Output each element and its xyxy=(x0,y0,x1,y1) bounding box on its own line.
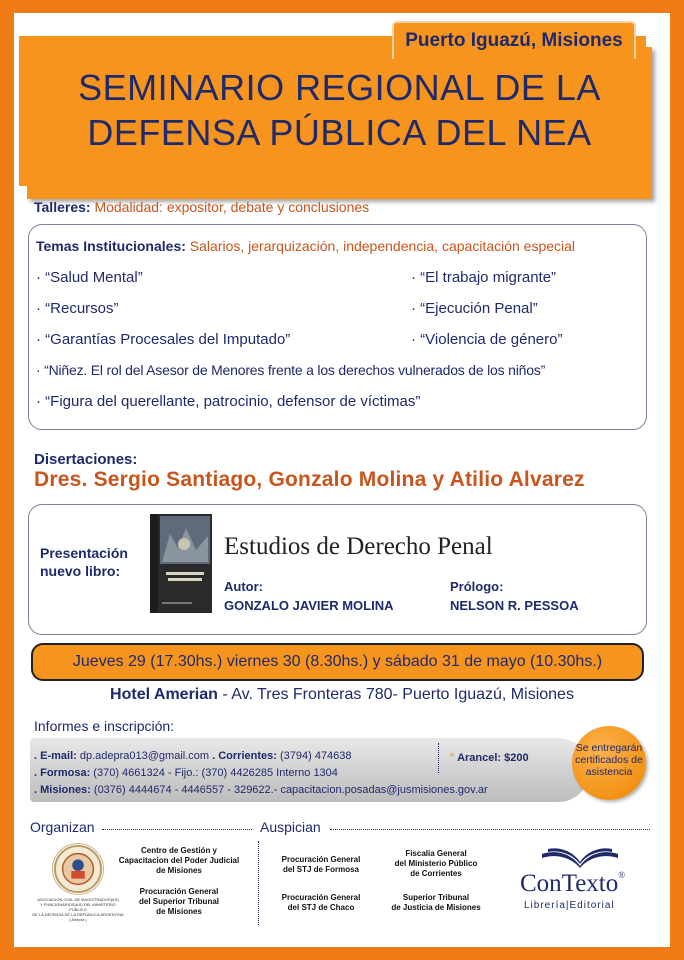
prologo-label: Prólogo: xyxy=(450,579,504,594)
org2-line-2: del Superior Tribunal xyxy=(138,897,219,906)
talleres-text: Modalidad: expositor, debate y conclusiones xyxy=(94,199,370,215)
contexto-logo-text xyxy=(520,870,625,898)
a3-line-2: del STJ de Chaco xyxy=(287,903,355,912)
tema-item: · “Recursos” xyxy=(36,300,119,317)
open-book-icon xyxy=(540,844,620,870)
org1-line-2: Capacitacion del Poder Judicial xyxy=(118,856,240,865)
organizan-dotline xyxy=(102,829,252,830)
seminar-title xyxy=(27,65,652,155)
dates-banner: Jueves 29 (17.30hs.) viernes 30 (8.30hs.) y sábado 31 de mayo (10.30hs.) xyxy=(31,643,644,681)
contact-line-3 xyxy=(34,784,488,796)
organizan-label: Organizan xyxy=(30,819,95,835)
location-tab: Puerto Iguazú, Misiones xyxy=(392,21,636,59)
book-cover-image xyxy=(150,514,212,613)
seal-caption-4: ( Adepra ) xyxy=(69,917,87,922)
title-line-1: SEMINARIO REGIONAL DE LA xyxy=(78,67,601,108)
a2-line-1: Fiscalía General xyxy=(405,849,467,858)
disertaciones-label: Disertaciones: xyxy=(34,451,138,468)
cert-line-1: Se entregarán xyxy=(575,742,643,754)
auspicia-superior-tribunal xyxy=(376,893,496,913)
presentacion-label xyxy=(40,544,128,580)
talleres-label: Talleres: xyxy=(34,199,91,215)
cert-line-3: asistencia xyxy=(585,766,633,778)
cert-line-2: certificados de xyxy=(575,754,643,766)
certificados-badge xyxy=(572,726,646,800)
formosa-phone: (370) 4661324 - Fijo.: (370) 4426285 Interno 1304 xyxy=(93,767,338,779)
prologo-name: NELSON R. PESSOA xyxy=(450,598,579,613)
contexto-reg: ® xyxy=(618,870,626,880)
a2-line-3: de Corrientes xyxy=(410,869,462,878)
contact-divider xyxy=(438,743,439,773)
corrientes-label: . Corrientes: xyxy=(212,750,277,762)
tema-item: · “Niñez. El rol del Asesor de Menores frente a los derechos vulnerados de los niños” xyxy=(36,362,546,378)
org2-line-1: Procuración General xyxy=(139,887,219,896)
title-line-2: DEFENSA PÚBLICA DEL NEA xyxy=(87,112,592,153)
auspician-dotline xyxy=(330,829,650,830)
org1-line-3: de Misiones xyxy=(156,866,202,875)
contact-line-2 xyxy=(34,767,338,779)
email-link[interactable]: dp.adepra013@gmail.com xyxy=(79,750,210,762)
tema-item: · “El trabajo migrante” xyxy=(411,269,557,286)
corrientes-phone: (3794) 474638 xyxy=(279,750,352,762)
auspicia-chaco xyxy=(266,893,376,913)
org-centro-gestion xyxy=(114,846,244,876)
auspician-label: Auspician xyxy=(260,819,321,835)
disertantes-names: Dres. Sergio Santiago, Gonzalo Molina y Atilio Alvarez xyxy=(34,468,585,491)
header-box xyxy=(27,47,652,199)
arancel-text: Arancel: $200 xyxy=(457,752,529,764)
contexto-con: Con xyxy=(520,870,562,897)
auspicia-corrientes xyxy=(376,849,496,879)
temas-text: Salarios, jerarquización, independencia, capacitación especial xyxy=(189,238,576,254)
seal-caption-1: ASOCIACIÓN CIVIL DE MAGISTRADOS(AS) xyxy=(37,897,119,902)
contexto-tagline: Librería|Editorial xyxy=(524,900,615,911)
auspicia-formosa xyxy=(266,855,376,875)
a1-line-2: del STJ de Formosa xyxy=(282,865,360,874)
org2-line-3: de Misiones xyxy=(156,907,202,916)
presentacion-line-2: nuevo libro: xyxy=(40,563,121,579)
a2-line-2: del Ministerio Público xyxy=(394,859,478,868)
contact-line-1 xyxy=(34,750,352,762)
adepra-caption xyxy=(32,897,124,922)
contexto-texto: Texto xyxy=(561,870,619,897)
formosa-label: . Formosa: xyxy=(34,767,91,779)
book-title: Estudios de Derecho Penal xyxy=(224,533,493,560)
flyer-sheet xyxy=(14,13,670,947)
adepra-seal-logo xyxy=(52,843,104,895)
tema-item: · “Ejecución Penal” xyxy=(411,300,538,317)
sponsor-divider xyxy=(258,841,259,925)
tema-item: · “Garantías Procesales del Imputado” xyxy=(36,331,291,348)
seal-caption-2: Y FUNCIONARIOS(AS) DEL MINISTERIO PÚBLICO xyxy=(40,902,116,912)
presentacion-line-1: Presentación xyxy=(40,545,128,561)
seal-caption-3: DE LA DEFENSA DE LA REPÚBLICA ARGENTINA xyxy=(32,912,124,917)
talleres-line xyxy=(34,199,369,215)
a4-line-1: Superior Tribunal xyxy=(402,893,470,902)
hotel-name: Hotel Amerian xyxy=(110,686,218,703)
temas-heading xyxy=(36,238,575,254)
hotel-address: - Av. Tres Fronteras 780- Puerto Iguazú, Misiones xyxy=(217,686,574,703)
email-label: . E-mail: xyxy=(34,750,77,762)
informes-label: Informes e inscripción: xyxy=(34,718,175,734)
a1-line-1: Procuración General xyxy=(281,855,361,864)
autor-name: GONZALO JAVIER MOLINA xyxy=(224,598,394,613)
autor-label: Autor: xyxy=(224,579,263,594)
temas-label: Temas Institucionales: xyxy=(36,238,186,254)
a4-line-2: de Justicia de Misiones xyxy=(391,903,481,912)
misiones-label: . Misiones: xyxy=(34,784,91,796)
hotel-line xyxy=(14,686,670,704)
arancel-bullet: ° xyxy=(450,752,455,764)
misiones-contact: (0376) 4444674 - 4446557 - 329622.- capacitacion.posadas@jusmisiones.gov.ar xyxy=(93,784,488,796)
tema-item: · “Figura del querellante, patrocinio, defensor de víctimas” xyxy=(36,393,421,410)
tema-item: · “Salud Mental” xyxy=(36,269,143,286)
arancel xyxy=(450,752,529,764)
org-procuracion-misiones xyxy=(114,887,244,917)
a3-line-1: Procuración General xyxy=(281,893,361,902)
tema-item: · “Violencia de género” xyxy=(411,331,563,348)
org1-line-1: Centro de Gestión y xyxy=(140,846,217,855)
